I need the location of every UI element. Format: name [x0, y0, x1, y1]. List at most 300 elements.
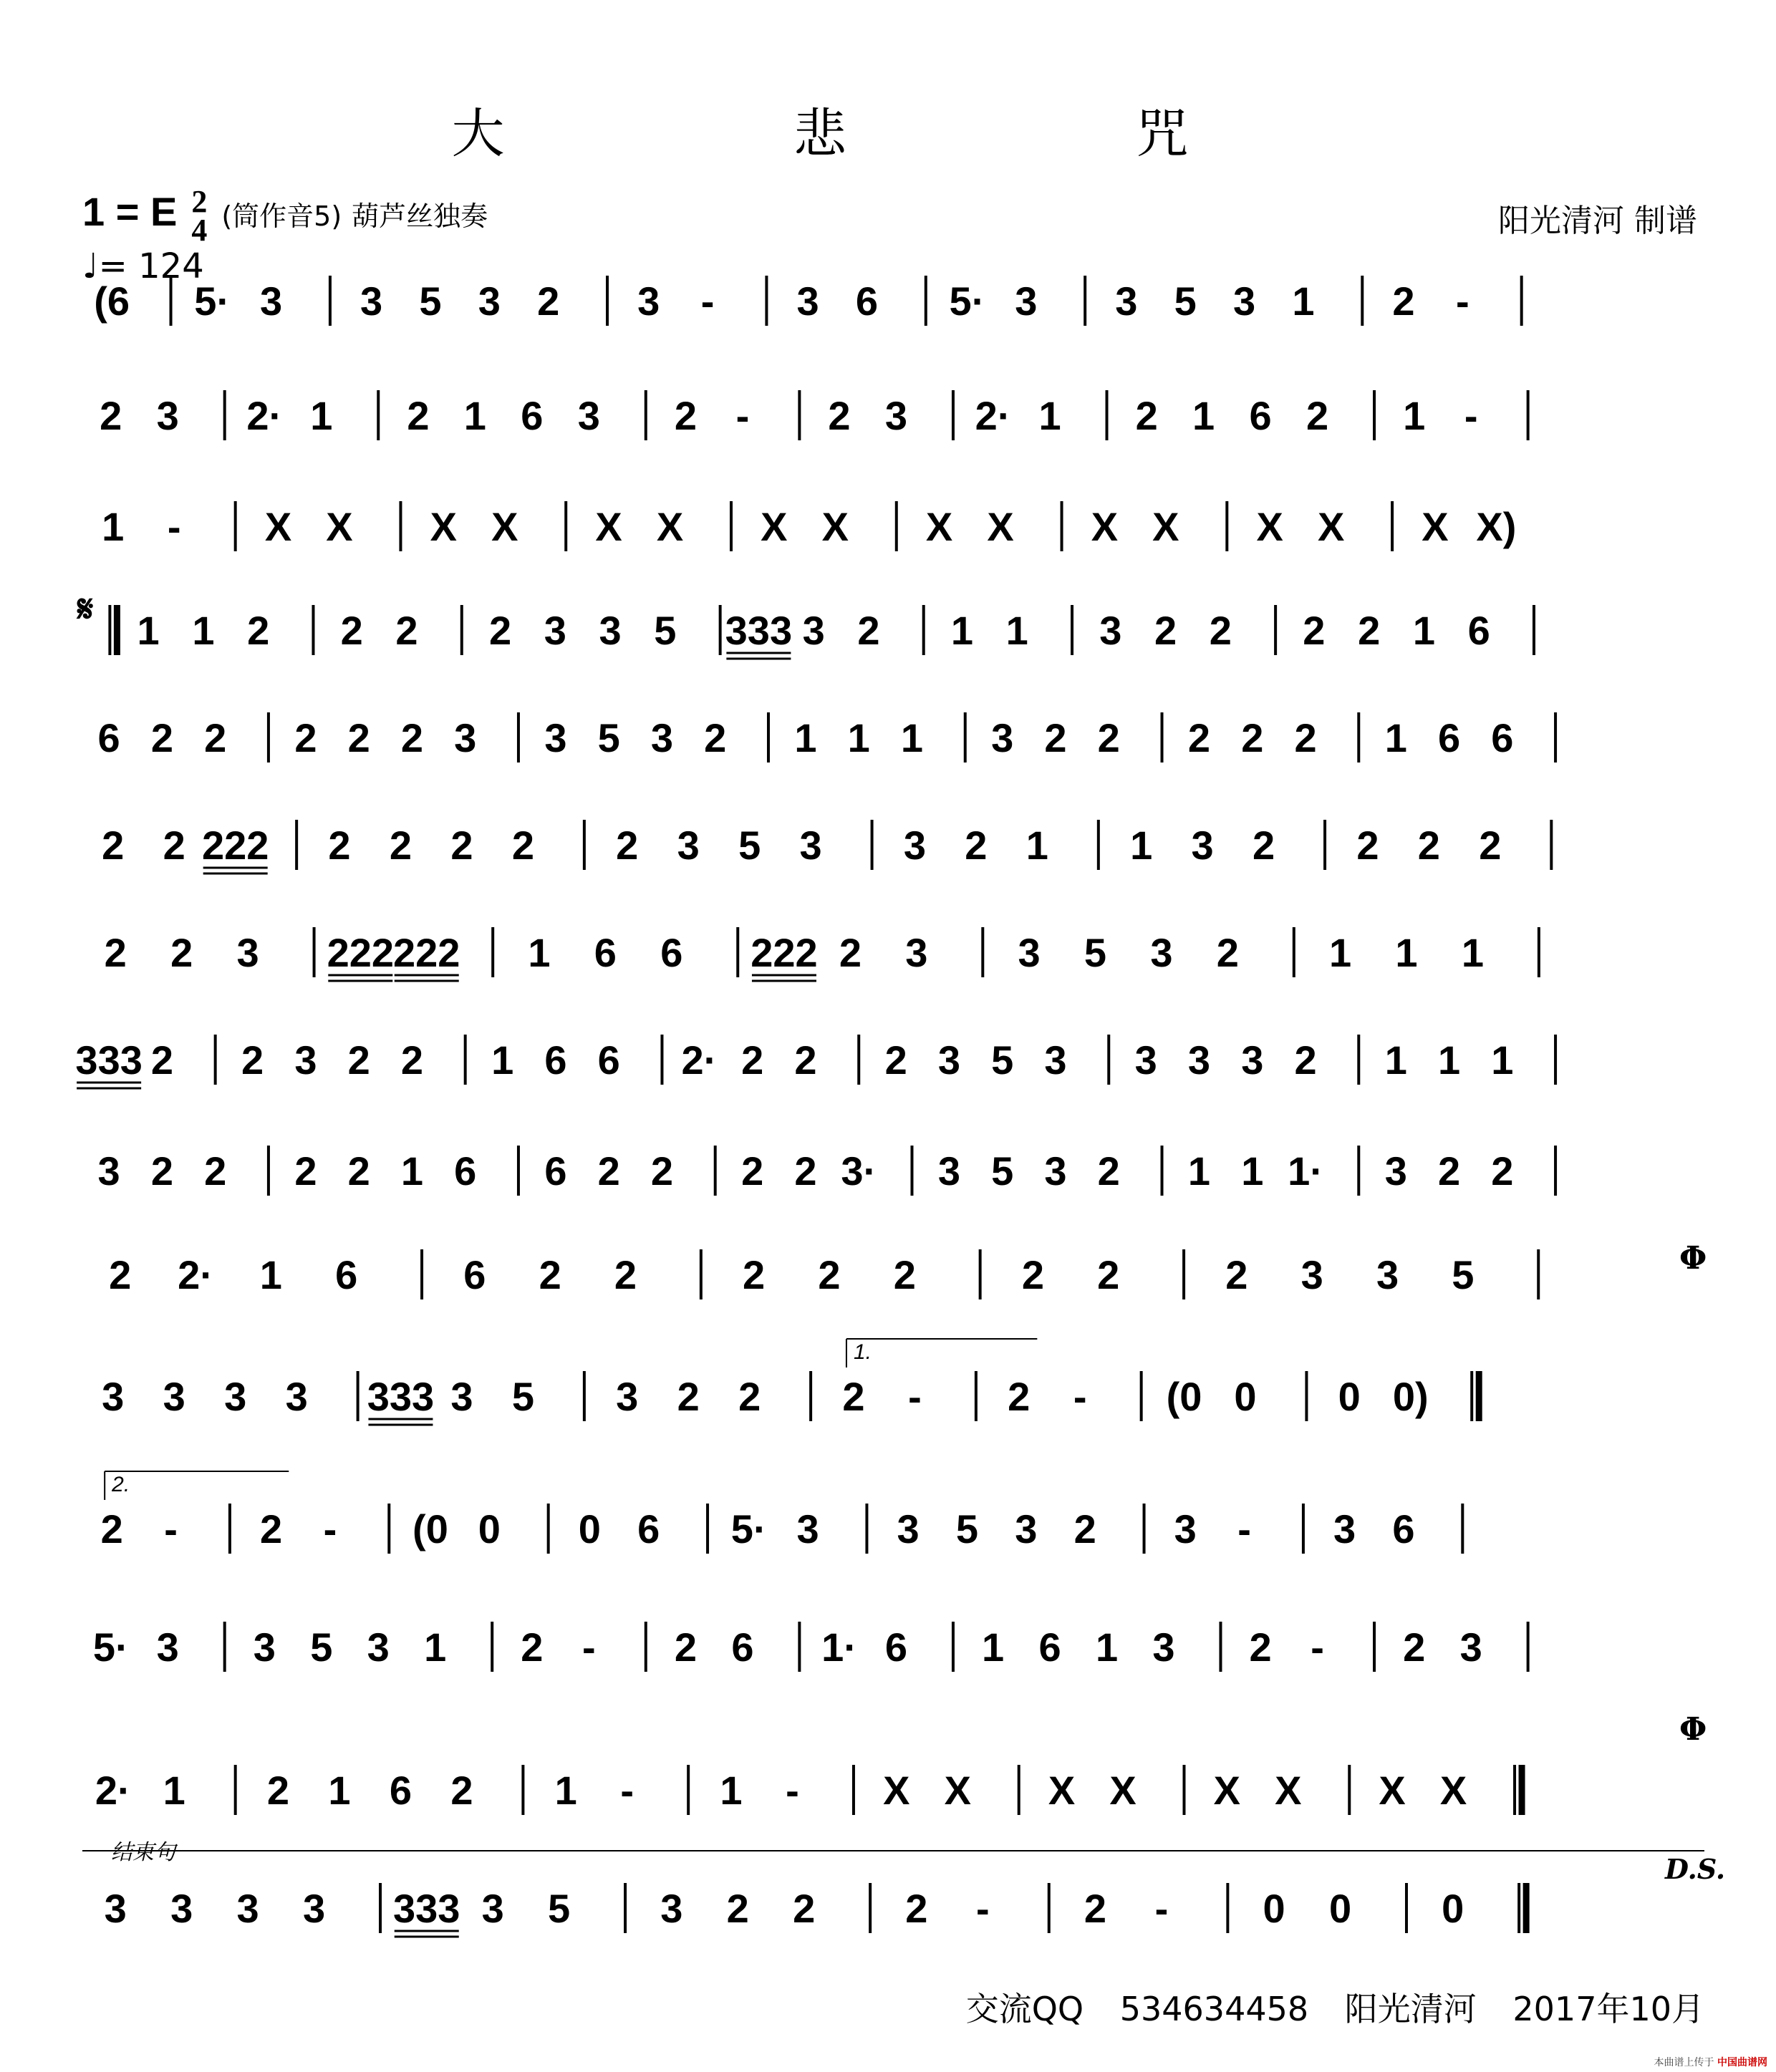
- note: X: [595, 504, 622, 549]
- score-date: 2017年10月: [1512, 1990, 1704, 2028]
- note: 3: [102, 1374, 125, 1419]
- note: 5: [1174, 279, 1197, 324]
- note: X: [1439, 1768, 1467, 1813]
- note: 1: [794, 715, 817, 760]
- note: 3: [170, 1886, 193, 1931]
- note: X: [1256, 504, 1283, 549]
- note: 3: [285, 1374, 308, 1419]
- note: 3: [937, 1037, 961, 1083]
- note: 1: [528, 930, 551, 975]
- note: 2: [1097, 1148, 1120, 1194]
- note: 2: [1084, 1886, 1107, 1931]
- note: X: [1152, 504, 1179, 549]
- note: 3: [450, 1374, 473, 1419]
- score-line-svg: [82, 469, 1704, 569]
- note: 1: [1095, 1625, 1119, 1670]
- score-line-svg: [82, 788, 1704, 888]
- note: 3: [1459, 1625, 1482, 1670]
- note: 3: [454, 715, 477, 760]
- note: 1: [847, 715, 870, 760]
- note: -: [908, 1374, 922, 1419]
- author-name: 阳光清河: [1344, 1990, 1477, 2028]
- note: 2: [100, 393, 122, 438]
- note: 1: [137, 608, 160, 653]
- ds-marking: D.S.: [1665, 1853, 1726, 1885]
- note: X: [491, 504, 518, 549]
- note: 2: [1358, 608, 1381, 653]
- note: 0: [578, 1506, 601, 1551]
- score-line: [82, 895, 1704, 975]
- note: 3: [1152, 1625, 1175, 1670]
- note: 6: [389, 1768, 412, 1813]
- note: 3: [1015, 279, 1038, 324]
- note: 2·: [178, 1252, 213, 1297]
- note: 333: [75, 1037, 143, 1083]
- note: 2: [259, 1506, 283, 1551]
- note: 2: [450, 1768, 473, 1813]
- note: 6: [1467, 608, 1490, 653]
- note: -: [735, 393, 750, 438]
- note: X: [761, 504, 788, 549]
- note: 3: [104, 1886, 127, 1931]
- note: 6: [463, 1252, 486, 1297]
- note: 1: [192, 608, 215, 653]
- note: 2: [674, 1625, 697, 1670]
- note: 3: [481, 1886, 504, 1931]
- note: 3: [163, 1374, 185, 1419]
- note: 2: [794, 1037, 817, 1083]
- note: 5·: [730, 1506, 767, 1551]
- note: 2: [347, 1148, 370, 1194]
- note: 2: [1306, 393, 1329, 438]
- note: 2: [266, 1768, 290, 1813]
- note: 1: [1241, 1148, 1264, 1194]
- note: 1: [950, 608, 974, 653]
- score-line-svg: [82, 243, 1704, 344]
- note: X: [656, 504, 684, 549]
- note: -: [975, 1886, 990, 1931]
- note: 2: [893, 1252, 916, 1297]
- score-line-svg: [82, 1733, 1704, 1833]
- time-signature: [191, 184, 208, 248]
- note: 2: [109, 1252, 132, 1297]
- score-line: [82, 1113, 1704, 1194]
- note: 6: [335, 1252, 358, 1297]
- note: 3: [294, 1037, 317, 1083]
- note: 3: [156, 1625, 179, 1670]
- note: 2: [842, 1374, 865, 1419]
- note: X: [1109, 1768, 1136, 1813]
- note: 3: [637, 279, 660, 324]
- note: 2: [1479, 823, 1502, 868]
- score-line-svg: [82, 1841, 1704, 1951]
- note: -: [323, 1506, 337, 1551]
- qq-label: 交流QQ: [965, 1990, 1084, 2028]
- note: 1: [1328, 930, 1352, 975]
- note: 3: [897, 1506, 920, 1551]
- note: 2: [1249, 1625, 1272, 1670]
- note: 2: [839, 930, 862, 975]
- note: 1: [1038, 393, 1061, 438]
- note: 3: [156, 393, 179, 438]
- time-top: 2: [191, 184, 208, 219]
- note: 2: [521, 1625, 544, 1670]
- note: 3: [224, 1374, 247, 1419]
- note: 5·: [194, 279, 231, 324]
- note: 2: [539, 1252, 561, 1297]
- note: X: [1422, 504, 1449, 549]
- note: 2: [1225, 1252, 1248, 1297]
- note: 2: [1392, 279, 1415, 324]
- note: 2: [1253, 823, 1275, 868]
- note: 6: [660, 930, 683, 975]
- note: 6: [1392, 1506, 1415, 1551]
- note: 3: [259, 279, 283, 324]
- note: -: [700, 279, 715, 324]
- note: -: [1455, 279, 1469, 324]
- note: 6: [97, 715, 120, 760]
- note: 3: [236, 1886, 259, 1931]
- volta-number: 2.: [112, 1473, 130, 1496]
- footer: [940, 1983, 1704, 2030]
- note: 2: [294, 715, 317, 760]
- tempo-value: = 124: [98, 246, 204, 286]
- note: 5: [310, 1625, 333, 1670]
- note: 2: [163, 823, 185, 868]
- key-note: (筒作音5): [221, 200, 342, 232]
- score-line: [82, 243, 1704, 324]
- note: 1: [1395, 930, 1418, 975]
- note: 3·: [841, 1148, 877, 1194]
- score-line: [82, 573, 1704, 653]
- note: X: [430, 504, 457, 549]
- score-line-svg: [82, 1217, 1704, 1317]
- note: 6: [1249, 393, 1272, 438]
- note: 2·: [95, 1768, 131, 1813]
- note: 2: [1417, 823, 1440, 868]
- instrument-label: 葫芦丝独奏: [352, 200, 488, 232]
- note: 5: [597, 715, 620, 760]
- note: (0: [1166, 1374, 1202, 1419]
- note: 2: [741, 1037, 764, 1083]
- note: 3: [367, 1625, 390, 1670]
- note: 6: [855, 279, 879, 324]
- note: -: [1464, 393, 1478, 438]
- volta-number: 1.: [853, 1340, 872, 1364]
- note: 6: [1491, 715, 1514, 760]
- note: 222: [393, 930, 460, 975]
- note: 2: [616, 823, 639, 868]
- note: 3: [1241, 1037, 1264, 1083]
- note: 1: [491, 1037, 514, 1083]
- note: 3: [577, 393, 600, 438]
- note: 3: [677, 823, 700, 868]
- note: 3: [905, 930, 928, 975]
- note: 3: [1115, 279, 1138, 324]
- note: 3: [1300, 1252, 1323, 1297]
- note: 3: [903, 823, 926, 868]
- qq-number: 534634458: [1119, 1990, 1309, 2028]
- note: X: [944, 1768, 971, 1813]
- note: 2: [537, 279, 560, 324]
- note: 6: [594, 930, 617, 975]
- note: 3: [1018, 930, 1041, 975]
- note: 6: [1437, 715, 1461, 760]
- watermark-site: 中国曲谱网: [1717, 2057, 1767, 2068]
- note: X: [326, 504, 353, 549]
- note: 2: [150, 1037, 173, 1083]
- note: 3: [884, 393, 908, 438]
- note: 2: [100, 1506, 123, 1551]
- note: 2: [884, 1037, 907, 1083]
- coda-icon: Φ: [1679, 1240, 1707, 1277]
- note: 1: [1384, 715, 1407, 760]
- note: 3: [796, 279, 819, 324]
- note: 333: [725, 608, 793, 653]
- note: 3: [1384, 1148, 1407, 1194]
- note: 2: [400, 1037, 424, 1083]
- key-signature: [82, 184, 488, 248]
- note: 2: [794, 1148, 817, 1194]
- note: 2: [511, 823, 534, 868]
- note: 2: [1073, 1506, 1096, 1551]
- time-bottom: 4: [191, 213, 208, 248]
- note: (0: [412, 1506, 448, 1551]
- note: 3: [1044, 1148, 1067, 1194]
- note: X: [1091, 504, 1119, 549]
- score-line: [82, 1339, 1704, 1419]
- note: 2: [247, 608, 270, 653]
- note: 2: [704, 715, 727, 760]
- note: 1: [982, 1625, 1005, 1670]
- note: 3: [1015, 1506, 1038, 1551]
- score-line: [82, 358, 1704, 438]
- note: 2: [241, 1037, 264, 1083]
- note: -: [164, 1506, 178, 1551]
- note: 0): [1392, 1374, 1429, 1419]
- note: 2: [1135, 393, 1158, 438]
- note: 2: [828, 393, 851, 438]
- score-line: [75, 1002, 1704, 1083]
- note: 3: [1187, 1037, 1211, 1083]
- score-line-svg: [82, 1471, 1704, 1572]
- watermark-prefix: 本曲谱上传于: [1654, 2057, 1714, 2068]
- note: -: [620, 1768, 634, 1813]
- note: 1: [720, 1768, 743, 1813]
- note: 333: [367, 1374, 435, 1419]
- score-title: 大 悲 咒: [451, 103, 1325, 165]
- note: 1: [259, 1252, 282, 1297]
- note: 5: [991, 1037, 1014, 1083]
- note: 333: [393, 1886, 460, 1931]
- note: 2: [793, 1886, 816, 1931]
- score-line: [82, 469, 1704, 549]
- note: 2: [340, 608, 363, 653]
- note: -: [1311, 1625, 1324, 1670]
- note: 2: [102, 823, 125, 868]
- note: 1: [900, 715, 924, 760]
- note: 3: [991, 715, 1014, 760]
- note: 2: [1241, 715, 1264, 760]
- note: 2: [1097, 1252, 1120, 1297]
- note: 1·: [1288, 1148, 1323, 1194]
- ending-label: 结束句: [111, 1841, 175, 1864]
- note: 0: [1328, 1886, 1352, 1931]
- note: 5·: [949, 279, 985, 324]
- note: 222: [201, 823, 269, 868]
- note: 0: [1338, 1374, 1361, 1419]
- score-line: [82, 1471, 1704, 1551]
- note: 6: [884, 1625, 908, 1670]
- note: 0: [1442, 1886, 1464, 1931]
- note: 2: [965, 823, 988, 868]
- note: 5: [548, 1886, 571, 1931]
- note: 2: [150, 1148, 173, 1194]
- note: 1: [328, 1768, 351, 1813]
- note: 1: [1130, 823, 1153, 868]
- note: 3: [937, 1148, 961, 1194]
- note: 1: [554, 1768, 577, 1813]
- note: 222: [751, 930, 818, 975]
- note: 5: [654, 608, 677, 653]
- note: 1: [1005, 608, 1028, 653]
- note: 2: [1403, 1625, 1426, 1670]
- note: 5: [738, 823, 761, 868]
- note: 2: [818, 1252, 841, 1297]
- note: 3: [599, 608, 622, 653]
- note: 1: [1187, 1148, 1211, 1194]
- score-line-svg: [82, 1339, 1704, 1439]
- note: X: [1275, 1768, 1302, 1813]
- note: 6: [544, 1037, 567, 1083]
- note: X: [987, 504, 1014, 549]
- note: 3: [616, 1374, 639, 1419]
- note: 2·: [681, 1037, 718, 1083]
- note: 2: [1294, 715, 1317, 760]
- note: X: [925, 504, 953, 549]
- score-line-svg: [82, 895, 1704, 995]
- note: 3: [650, 715, 674, 760]
- score-line-svg: [82, 680, 1704, 780]
- note: 3: [1099, 608, 1122, 653]
- score-line: [82, 1841, 1704, 1931]
- score-line: [82, 1217, 1704, 1297]
- note: 2: [450, 823, 473, 868]
- note: 2: [1356, 823, 1379, 868]
- note: 1: [1461, 930, 1485, 975]
- note: 2: [328, 823, 351, 868]
- note: 2: [743, 1252, 766, 1297]
- note: 3: [1376, 1252, 1399, 1297]
- note: 222: [327, 930, 395, 975]
- note: -: [1073, 1374, 1087, 1419]
- note: 3: [544, 715, 567, 760]
- note: -: [786, 1768, 799, 1813]
- score-line-svg: [82, 573, 1704, 673]
- note: 1: [1412, 608, 1436, 653]
- note: 2: [726, 1886, 749, 1931]
- note: 3: [97, 1148, 120, 1194]
- note: 3: [1333, 1506, 1356, 1551]
- note: 5: [511, 1374, 534, 1419]
- note: 2: [905, 1886, 928, 1931]
- note: 1: [1491, 1037, 1514, 1083]
- note: X: [264, 504, 292, 549]
- score-line: [82, 788, 1704, 868]
- note: 2·: [246, 393, 283, 438]
- note: -: [167, 504, 181, 549]
- note: 1·: [821, 1625, 857, 1670]
- note: 0: [1234, 1374, 1257, 1419]
- note: 3: [1150, 930, 1173, 975]
- note: 2: [1294, 1037, 1317, 1083]
- note: 2: [150, 715, 173, 760]
- note: 1: [1192, 393, 1215, 438]
- segno-icon: 𝄋: [77, 587, 94, 631]
- note: -: [1237, 1506, 1251, 1551]
- note: 3: [796, 1506, 819, 1551]
- note: 3: [478, 279, 501, 324]
- note: 2: [347, 1037, 370, 1083]
- note: 2: [389, 823, 412, 868]
- note: 2: [677, 1374, 700, 1419]
- note: 6: [1038, 1625, 1061, 1670]
- note: 1: [1384, 1037, 1407, 1083]
- key-label: 1 = E: [82, 188, 178, 234]
- note: 2: [857, 608, 880, 653]
- note: 2: [1437, 1148, 1461, 1194]
- note: X: [1317, 504, 1345, 549]
- note: 3: [302, 1886, 326, 1931]
- quarter-note-icon: ♩: [82, 246, 99, 286]
- note: 2: [204, 1148, 227, 1194]
- score-line-svg: [82, 358, 1704, 458]
- score-line-svg: [82, 1113, 1704, 1214]
- note: 5: [419, 279, 442, 324]
- score-line: [82, 1589, 1704, 1670]
- note: 3: [1044, 1037, 1067, 1083]
- note: 6: [454, 1148, 477, 1194]
- note: 3: [799, 823, 822, 868]
- score-line: [82, 1733, 1704, 1813]
- note: 2: [204, 715, 227, 760]
- score-line-svg: [75, 1002, 1704, 1103]
- note: 5: [955, 1506, 979, 1551]
- arranger-credit: 阳光清河 制谱: [1498, 203, 1697, 239]
- note: 5·: [92, 1625, 129, 1670]
- note: 6: [597, 1037, 620, 1083]
- note: 1: [163, 1768, 185, 1813]
- note: 3: [1191, 823, 1214, 868]
- note: 1: [1403, 393, 1426, 438]
- note: 2: [1187, 715, 1211, 760]
- note: 3: [1174, 1506, 1197, 1551]
- score-line-svg: [82, 1589, 1704, 1690]
- coda-icon: Φ: [1679, 1711, 1707, 1748]
- note: 5: [1084, 930, 1107, 975]
- note: 2: [104, 930, 127, 975]
- note: 6: [521, 393, 544, 438]
- note: 2: [1097, 715, 1120, 760]
- note: 2: [674, 393, 697, 438]
- note: 3: [360, 279, 383, 324]
- note: 3: [236, 930, 259, 975]
- note: 2: [294, 1148, 317, 1194]
- note: 2: [1154, 608, 1177, 653]
- note: 0: [478, 1506, 501, 1551]
- note: X: [883, 1768, 910, 1813]
- note: 1: [1025, 823, 1048, 868]
